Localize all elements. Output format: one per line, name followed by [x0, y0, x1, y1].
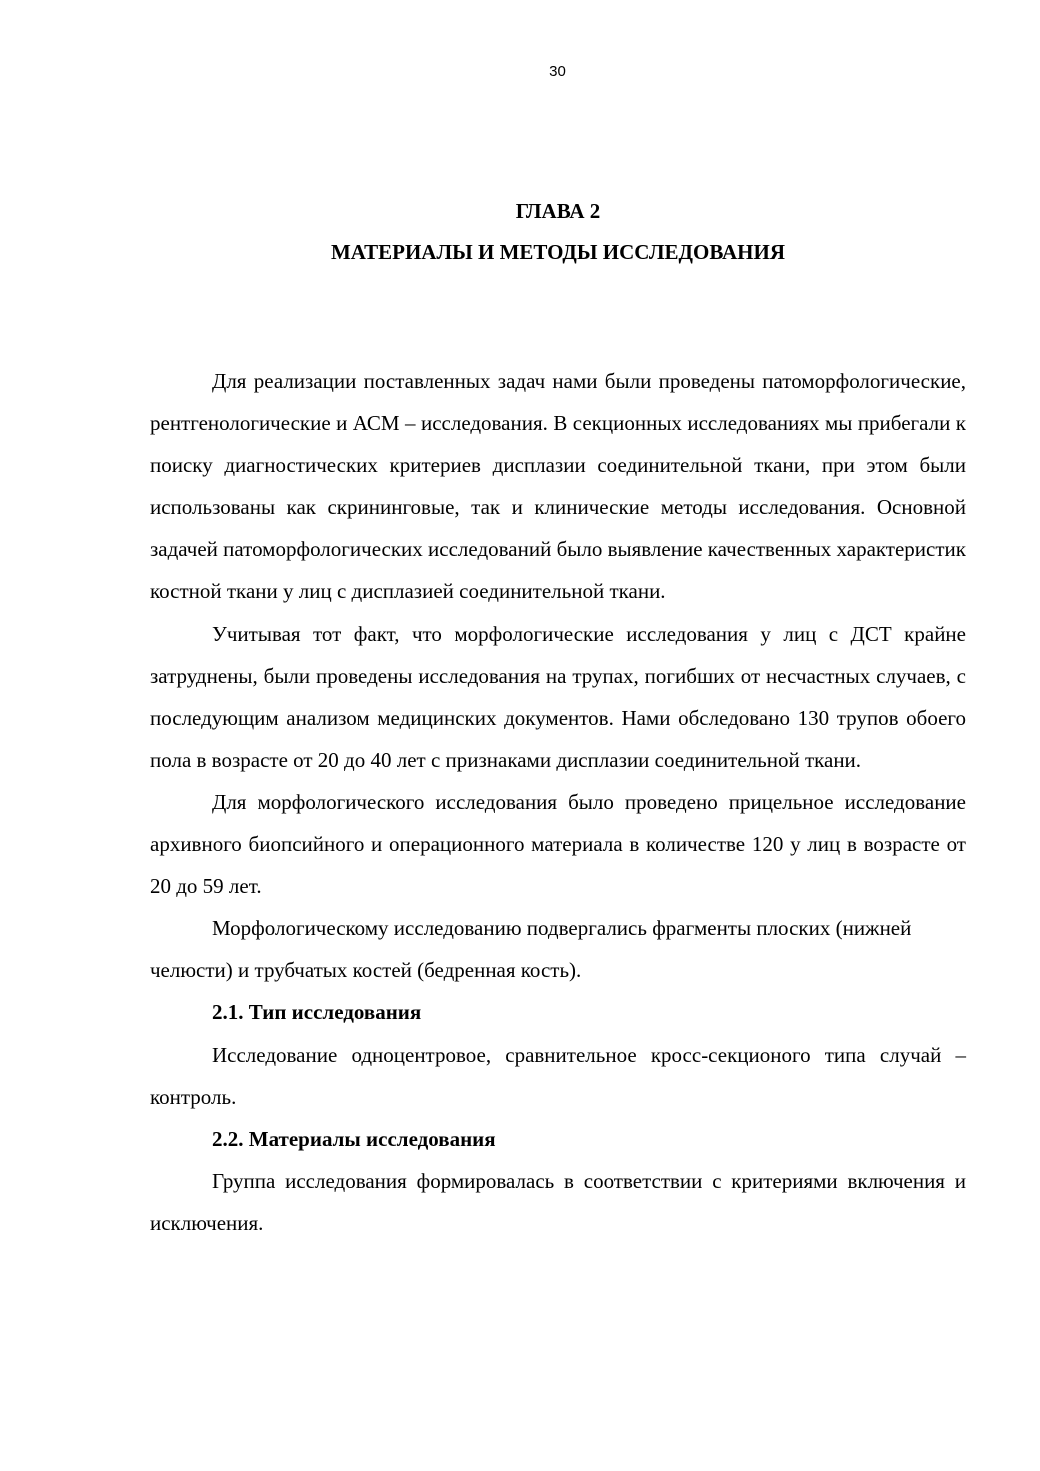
section-heading-study-type: 2.1. Тип исследования — [212, 1000, 422, 1025]
chapter-title: МАТЕРИАЛЫ И МЕТОДЫ ИССЛЕДОВАНИЯ — [330, 240, 785, 264]
paragraph-autopsy: Учитывая тот факт, что морфологические исследования у лиц с ДСТ крайне затруднены, были проведены исследования на трупах, погибших от несчастных случаев, с последующим анализом медицинских документов. Нами обследовано 130 трупов обоего пола в возрасте от 20 до 40 лет с признаками дисплазии соединительной ткани. — [150, 621, 966, 772]
body-text — [150, 360, 966, 1244]
paragraph-bone-fragments: Морфологическому исследованию подвергались фрагменты плоских (нижней челюсти) и трубчатых костей (бедренная кость). — [150, 916, 912, 983]
paragraph-intro: Для реализации поставленных задач нами были проведены патоморфологические, рентгенологические и АСМ – исследования. В секционных исследованиях мы прибегали к поиску диагностических критериев дисплазии соединительной ткани, при этом были использованы как скрининговые, так и клинические методы исследования. Основной задачей патоморфологических исследований было выявление качественных характеристик костной ткани у лиц с дисплазией соединительной ткани. — [150, 369, 966, 604]
paragraph-study-materials: Группа исследования формировалась в соответствии с критериями включения и исключения. — [150, 1168, 966, 1235]
paragraph-study-type: Исследование одноцентровое, сравнительное кросс-секционого типа случай – контроль. — [150, 1042, 966, 1109]
section-heading-study-materials: 2.2. Материалы исследования — [212, 1126, 496, 1151]
paragraph-biopsy: Для морфологического исследования было проведено прицельное исследование архивного биопсийного и операционного материала в количестве 120 у лиц в возрасте от 20 до 59 лет. — [150, 789, 966, 899]
chapter-number: ГЛАВА 2 — [515, 199, 601, 223]
page-number: 30 — [549, 63, 566, 80]
